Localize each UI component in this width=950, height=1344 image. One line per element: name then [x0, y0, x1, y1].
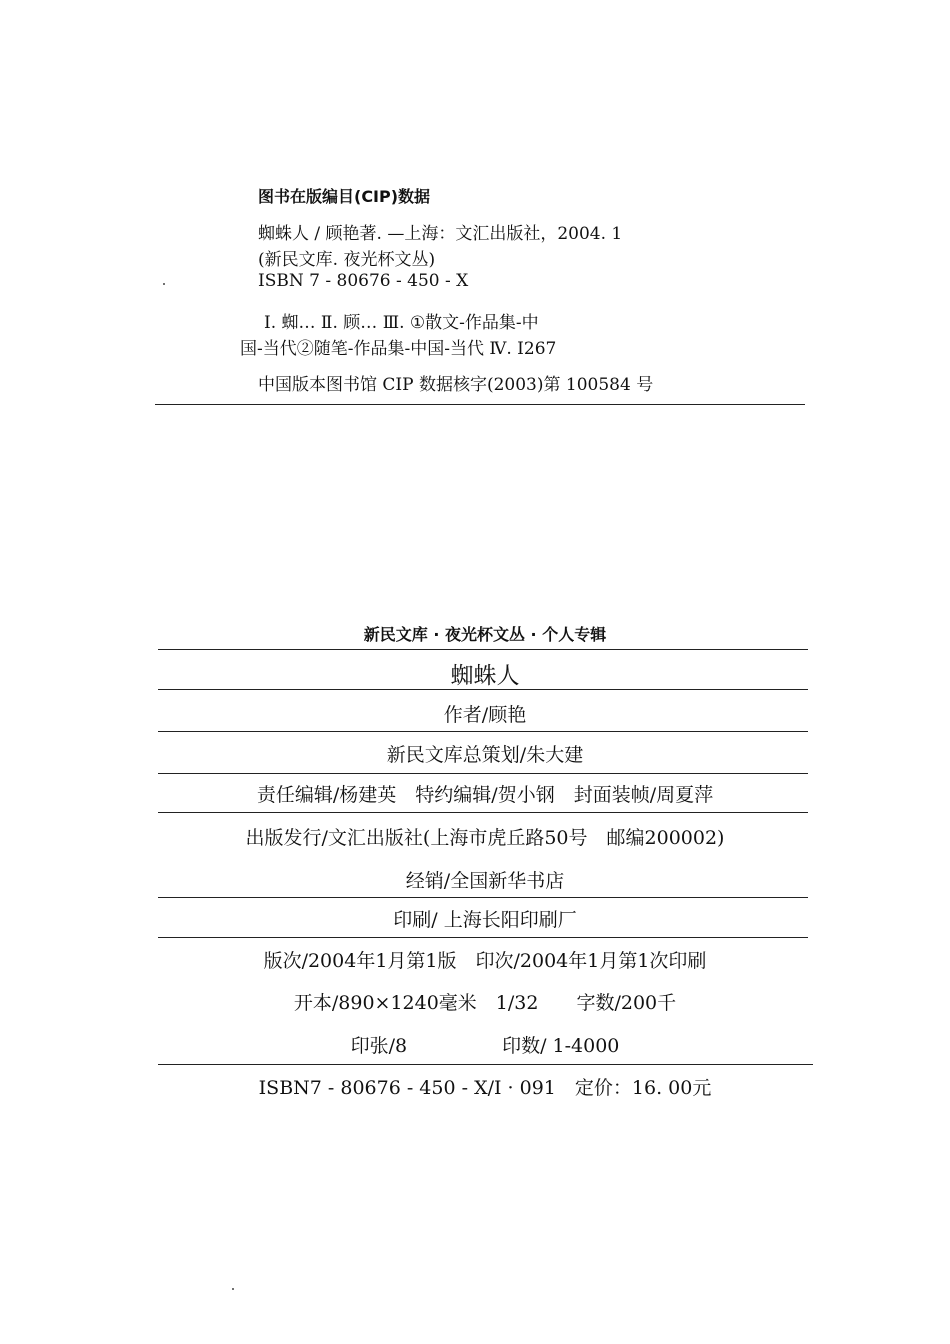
- book-title: 蜘蛛人: [450, 663, 520, 689]
- printer-line: 印刷/ 上海长阳印刷厂: [393, 909, 577, 931]
- cip-heading: 图书在版编目(CIP)数据: [258, 187, 431, 206]
- cip-bottom-rule: [155, 404, 805, 405]
- sheets-line: 印张/8 印数/ 1-4000: [350, 1035, 620, 1057]
- author-line: 作者/顾艳: [443, 704, 527, 726]
- scan-speck: [232, 1288, 234, 1290]
- cip-isbn-line: ISBN 7 - 80676 - 450 - X: [258, 271, 469, 291]
- rule-1: [158, 649, 808, 650]
- rule-2: [158, 689, 808, 690]
- edition-line: 版次/2004年1月第1版 印次/2004年1月第1次印刷: [263, 950, 707, 972]
- series-name: 新民文库 · 夜光杯文丛 · 个人专辑: [363, 625, 607, 644]
- cip-title-line: 蜘蛛人 / 顾艳著. —上海：文汇出版社，2004. 1: [258, 224, 623, 244]
- cip-subject-line-1: Ⅰ. 蜘… Ⅱ. 顾… Ⅲ. ①散文-作品集-中: [264, 313, 539, 333]
- cip-series-line: (新民文库. 夜光杯文丛): [258, 250, 436, 270]
- rule-3: [158, 731, 808, 732]
- distributor-line: 经销/全国新华书店: [405, 870, 565, 892]
- scan-speck: [163, 283, 165, 285]
- cip-record-number: 中国版本图书馆 CIP 数据核字(2003)第 100584 号: [258, 375, 654, 395]
- editors-line: 责任编辑/杨建英 特约编辑/贺小钢 封面装帧/周夏萍: [256, 784, 714, 806]
- isbn-price-line: ISBN7 - 80676 - 450 - X/I · 091 定价：16. 00元: [258, 1077, 712, 1099]
- format-line: 开本/890×1240毫米 1/32 字数/200千: [293, 992, 677, 1014]
- publisher-line: 出版发行/文汇出版社(上海市虎丘路50号 邮编200002): [245, 827, 725, 849]
- rule-7: [158, 937, 808, 938]
- cip-subject-line-2: 国-当代②随笔-作品集-中国-当代 Ⅳ. I267: [240, 339, 557, 359]
- rule-5: [158, 812, 808, 813]
- rule-8: [158, 1064, 813, 1065]
- rule-6: [158, 897, 808, 898]
- rule-4: [158, 773, 808, 774]
- planner-line: 新民文库总策划/朱大建: [386, 744, 584, 766]
